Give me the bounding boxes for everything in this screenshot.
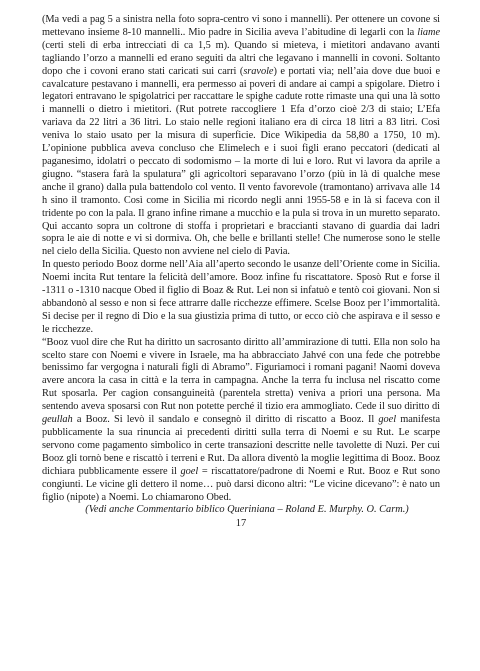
text-run: ) e portati via; nell’aia dove due buoi e cavalcature pestavano i mannelli, era permesso ai poveri di andare ai campi a spigolare. Dietro i legatori entravano le spigolatrici per raccattare le spighe cadute rotte rimaste una qui una là sotto i mannelli o dietro i mietitori. (Rut potrete raccogliere 1 Efa d’orzo cioè 2/3 di staio; L’Efa variava da 22 litri a 36 litri. Lo staio nelle regioni italiano era di circa 18 litri a 83 litri. Così veniva lo staio usato per la misura di superficie. Dice Wikipedia da 58,80 a 1750, 10 m). L’opinione pubblica aveva concluso che Elimelech e i suoi figli erano peccatori (dedicati al paganesimo, idolatri o peccato di sodomismo – la morte di lui e loro. Rut vi lavora da aprile a giugno. “stasera farà la spulatura” gli agricoltori separavano l’orzo (più in là di qualche mese anche il grano) dalla pula battendolo col vento. Il vento favorevole (tramontano) arrivava alle 14 h sino il tramonto. Così come in Sicilia mi ricordo negli anni 1955-58 e in là si faceva con il tridente po con la pala. Il grano infine rimane a mucchio e la pula si trova in un muretto separato. Qui accanto sopra un coltrone di stoffa i proprietari e braccianti stavano di guardia dai ladri sopra le aie di notte e vi si dormiva. Oh, che belle e brillanti stelle! Che numerose sono le stelle nel cielo della Sicilia. Questo non avviene nel cielo di Pavia.: [42, 65, 440, 258]
text-run: (certi steli di erba intrecciati di ca 1,5 m). Quando si mieteva, i mietitori andavano avanti tagliando l’orzo a mannelli ed erano seguiti da altri che legavano i mannelli in covoni. Soltanto dopo che i covoni erano stati caricati sui carri (: [42, 39, 440, 77]
italic-term-geullah: geullah: [42, 414, 73, 426]
italic-term-goel: goel: [378, 414, 397, 426]
italic-term-liame: liame: [417, 26, 440, 38]
italic-term-goel: goel: [180, 465, 199, 477]
page-number: 17: [235, 518, 247, 530]
text-run: manifesta pubblicamente la sua rinuncia ai precedenti diritti sulla terra di Noemi e su Rut. Le scarpe servono come pagamento simbolico in certe transazioni descritte nelle tavolette di Nuzi. Per cui Booz gli tornò bene e riscattò i terreni e Rut. Da allora diventò la moglie legittima di Booz. Booz dichiara pubblicamente essere il: [42, 414, 440, 477]
paragraph-riscatto: [42, 337, 440, 505]
citation: (Vedi anche Commentario biblico Queriniana – Roland E. Murphy. O. Carm.): [85, 504, 409, 516]
paragraph-booz: In questo periodo Booz dorme nell’Aia all’aperto secondo le usanze dell’Oriente come in Sicilia. Noemi incita Rut tentare la felicità dell’amore. Booz infine fu riscattatore. Sposò Rut e forse il -1311 o -1310 nacque Obed il figlio di Boaz & Rut. Lei non si infatuò e tentò coi giovani. Non si abbandonò al sesso e non si fece attrarre dalle ricchezze effimere. Scelse Booz per l’immortalità. Si decise per il regno di Dio e la sua giustizia prima di tutto, or ecco ciò che aspirava e il sesso e le ricchezze.: [42, 259, 440, 335]
text-run: (Ma vedi a pag 5 a sinistra nella foto sopra-centro vi sono i mannelli). Per ottenere un covone si mettevano insieme 8-10 mannelli.. Mio padre in Sicilia aveva l’abitudine di legarli con la: [42, 14, 440, 38]
paragraph-harvest: [42, 14, 440, 259]
text-run: = riscattatore/padrone di Noemi e Rut. Booz e Rut sono congiunti. Le vicine gli dettero il nome… può darsi dicono altri: “Le vicine dicevano”: è nato un figlio (nipote) a Noemi. Lo chiamarono Obed.: [42, 465, 440, 503]
italic-term-sravole: sravole: [243, 65, 274, 77]
text-run: “Booz vuol dire che Rut ha diritto un sacrosanto diritto all’ammirazione di tutti. Ella non solo ha scelto stare con Noemi e vivere in Israele, ma ha abbracciato Jahvé con una fede che potrebbe benissimo far vergogna i naturali figli di Abramo”. Figuriamoci i romani pagani! Naomi doveva avere ancora la casa in città e la terra in campagna. Anche la terra fu inclusa nel riscatto come Rut sposarla. Per cagion consanguineità (parentela stretta) veniva a priori una persona. Ma sentendo aveva sposarsi con Rut non potette perché il tizio era ammogliato. Cede il suo diritto di: [42, 336, 440, 413]
text-run: a Booz. Si levò il sandalo e consegnò il diritto di riscatto a Booz. Il: [72, 414, 379, 426]
